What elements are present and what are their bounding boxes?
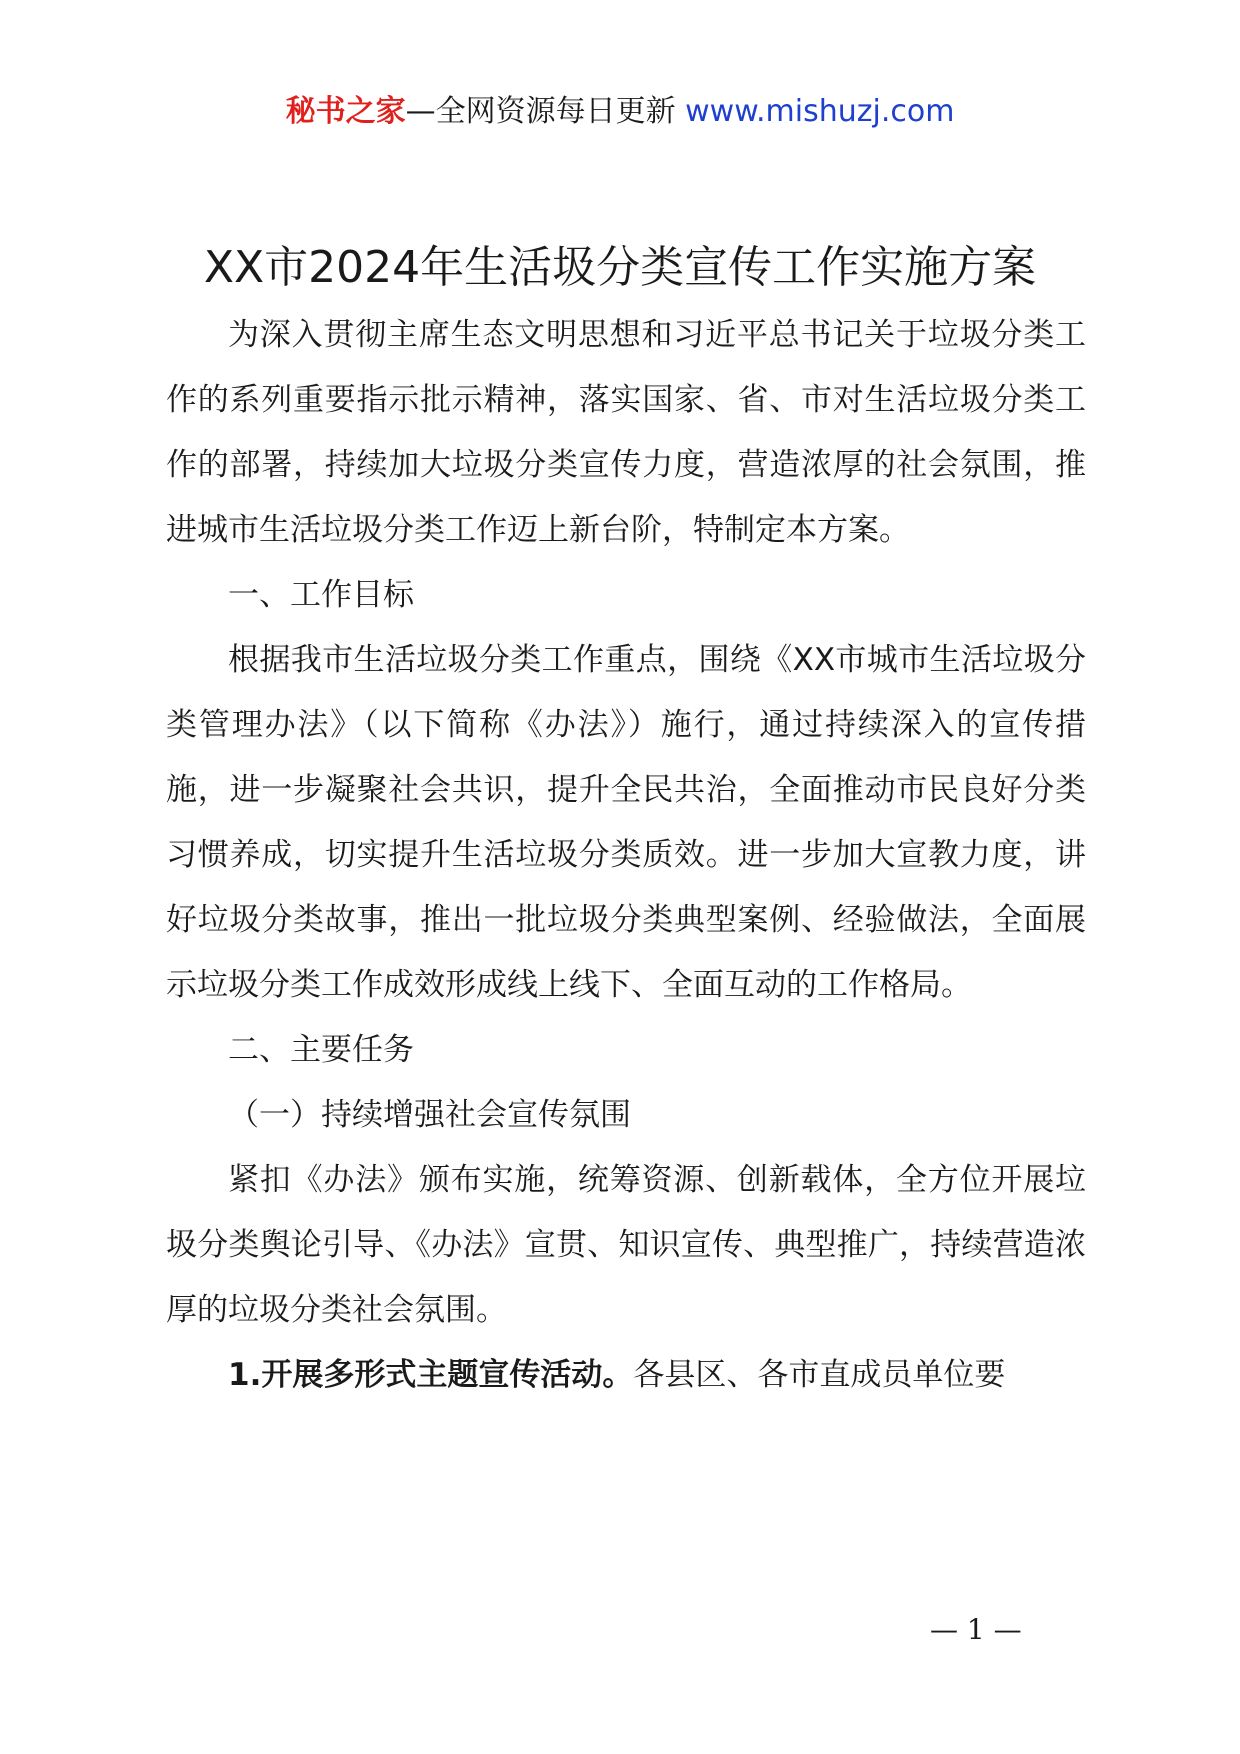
page-number: — 1 — bbox=[930, 1613, 1022, 1646]
goals-paragraph: 根据我市生活垃圾分类工作重点，围绕《XX市城市生活垃圾分类管理办法》（以下简称《办法》）施行，通过持续深入的宣传措施，进一步凝聚社会共识，提升全民共治，全面推动市民良好分类习惯养成，切实提升生活垃圾分类质效。进一步加大宣教力度，讲好垃圾分类故事，推出一批垃圾分类典型案例、经验做法，全面展示垃圾分类工作成效形成线上线下、全面互动的工作格局。 bbox=[166, 642, 1086, 1003]
activity-lead-bold: 1.开展多形式主题宣传活动。 bbox=[228, 1357, 634, 1393]
brand-name: 秘书之家 bbox=[285, 94, 406, 129]
publicity-paragraph: 紧扣《办法》颁布实施，统筹资源、创新载体，全方位开展垃圾分类舆论引导、《办法》宣贯、知识宣传、典型推广，持续营造浓厚的垃圾分类社会氛围。 bbox=[166, 1162, 1086, 1328]
section-heading-tasks: 二、主要任务 bbox=[228, 1032, 414, 1068]
section-heading-goals: 一、工作目标 bbox=[228, 577, 414, 613]
site-header bbox=[0, 92, 1240, 132]
activity-paragraph bbox=[166, 1343, 1086, 1408]
site-url-link[interactable]: www.mishuzj.com bbox=[685, 94, 955, 129]
activity-paragraph-text: 各县区、各市直成员单位要 bbox=[633, 1357, 1006, 1393]
document-title: XX市2024年生活圾分类宣传工作实施方案 bbox=[203, 242, 1037, 293]
document-body bbox=[166, 303, 1086, 1408]
subsection-heading-publicity: （一）持续增强社会宣传氛围 bbox=[228, 1097, 631, 1133]
intro-paragraph: 为深入贯彻主席生态文明思想和习近平总书记关于垃圾分类工作的系列重要指示批示精神，落实国家、省、市对生活垃圾分类工作的部署，持续加大垃圾分类宣传力度，营造浓厚的社会氛围，推进城市生活垃圾分类工作迈上新台阶，特制定本方案。 bbox=[166, 317, 1086, 548]
header-tagline: —全网资源每日更新 bbox=[405, 94, 676, 129]
